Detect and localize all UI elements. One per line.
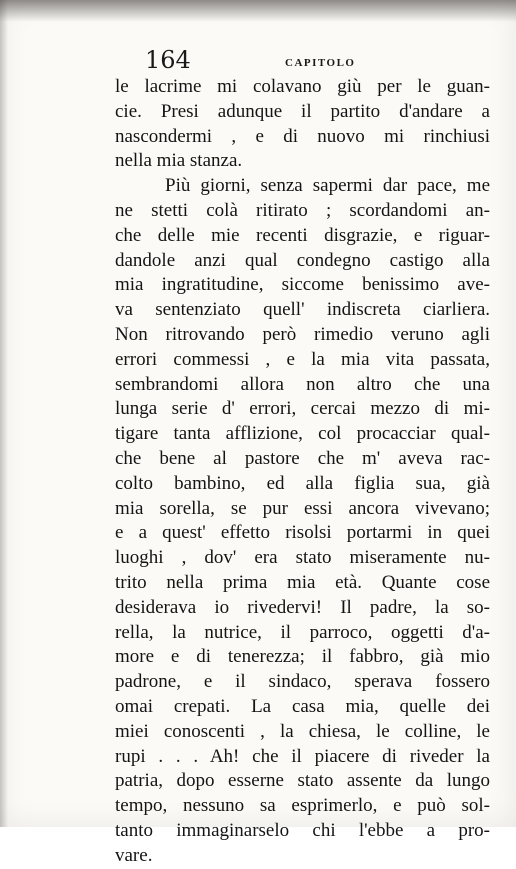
body-text (115, 75, 490, 869)
text-line: va sentenziato quell' indiscreta ciarliera. (115, 299, 490, 321)
text-line: mia ingratitudine, siccome benissimo ave- (115, 274, 490, 296)
text-line: patria, dopo esserne stato assente da lungo (115, 770, 490, 792)
text-line: che delle mie recenti disgrazie, e riguar- (115, 224, 490, 246)
text-line: miei conoscenti , la chiesa, le colline, le (115, 720, 490, 742)
text-line: trito nella prima mia età. Quante cose (115, 571, 490, 593)
page-number: 164 (145, 46, 191, 74)
page-edge-shadow-top (0, 0, 516, 22)
text-line: rella, la nutrice, il parroco, oggetti d'a- (115, 621, 490, 643)
text-line: lunga serie d' errori, cercai mezzo di mi- (115, 398, 490, 420)
text-line: tigare tanta afflizione, col procacciar qual- (115, 423, 490, 445)
text-line: colto bambino, ed alla figlia sua, già (115, 472, 490, 494)
text-line: rupi . . . Ah! che il piacere di riveder la (115, 745, 490, 767)
text-line: Più giorni, senza sapermi dar pace, me (165, 175, 490, 197)
text-line: nella mia stanza. (115, 150, 243, 172)
text-line: le lacrime mi colavano giù per le guan- (115, 76, 490, 97)
running-head: CAPITOLO (285, 57, 356, 69)
text-line: desiderava io rivedervi! Il padre, la so- (115, 596, 490, 618)
text-line: nascondermi , e di nuovo mi rinchiusi (115, 125, 490, 147)
text-line: che bene al pastore che m' aveva rac- (115, 447, 490, 469)
text-line: tempo, nessuno sa esprimerlo, e può sol- (115, 795, 490, 817)
text-line: padrone, e il sindaco, sperava fossero (115, 671, 490, 693)
text-line: mia sorella, se pur essi ancora vivevano; (115, 497, 490, 519)
page-edge-shadow-left (0, 0, 8, 827)
text-line: sembrandomi allora non altro che una (115, 373, 490, 395)
text-line: cie. Presi adunque il partito d'andare a (115, 100, 490, 122)
text-line: errori commessi , e la mia vita passata, (115, 348, 490, 370)
page-header (145, 45, 490, 75)
text-line: vare. (115, 844, 153, 866)
text-line: omai crepati. La casa mia, quelle dei (115, 695, 490, 717)
text-line: more e di tenerezza; il fabbro, già mio (115, 646, 490, 668)
text-line: e a quest' effetto risolsi portarmi in quei (115, 522, 490, 544)
text-line: luoghi , dov' era stato miseramente nu- (115, 547, 490, 569)
text-line: dandole anzi qual condegno castigo alla (115, 249, 490, 271)
text-line: ne stetti colà ritirato ; scordandomi an- (115, 199, 490, 221)
text-line: tanto immaginarselo chi l'ebbe a pro- (115, 819, 490, 841)
text-line: Non ritrovando però rimedio veruno agli (115, 323, 490, 345)
